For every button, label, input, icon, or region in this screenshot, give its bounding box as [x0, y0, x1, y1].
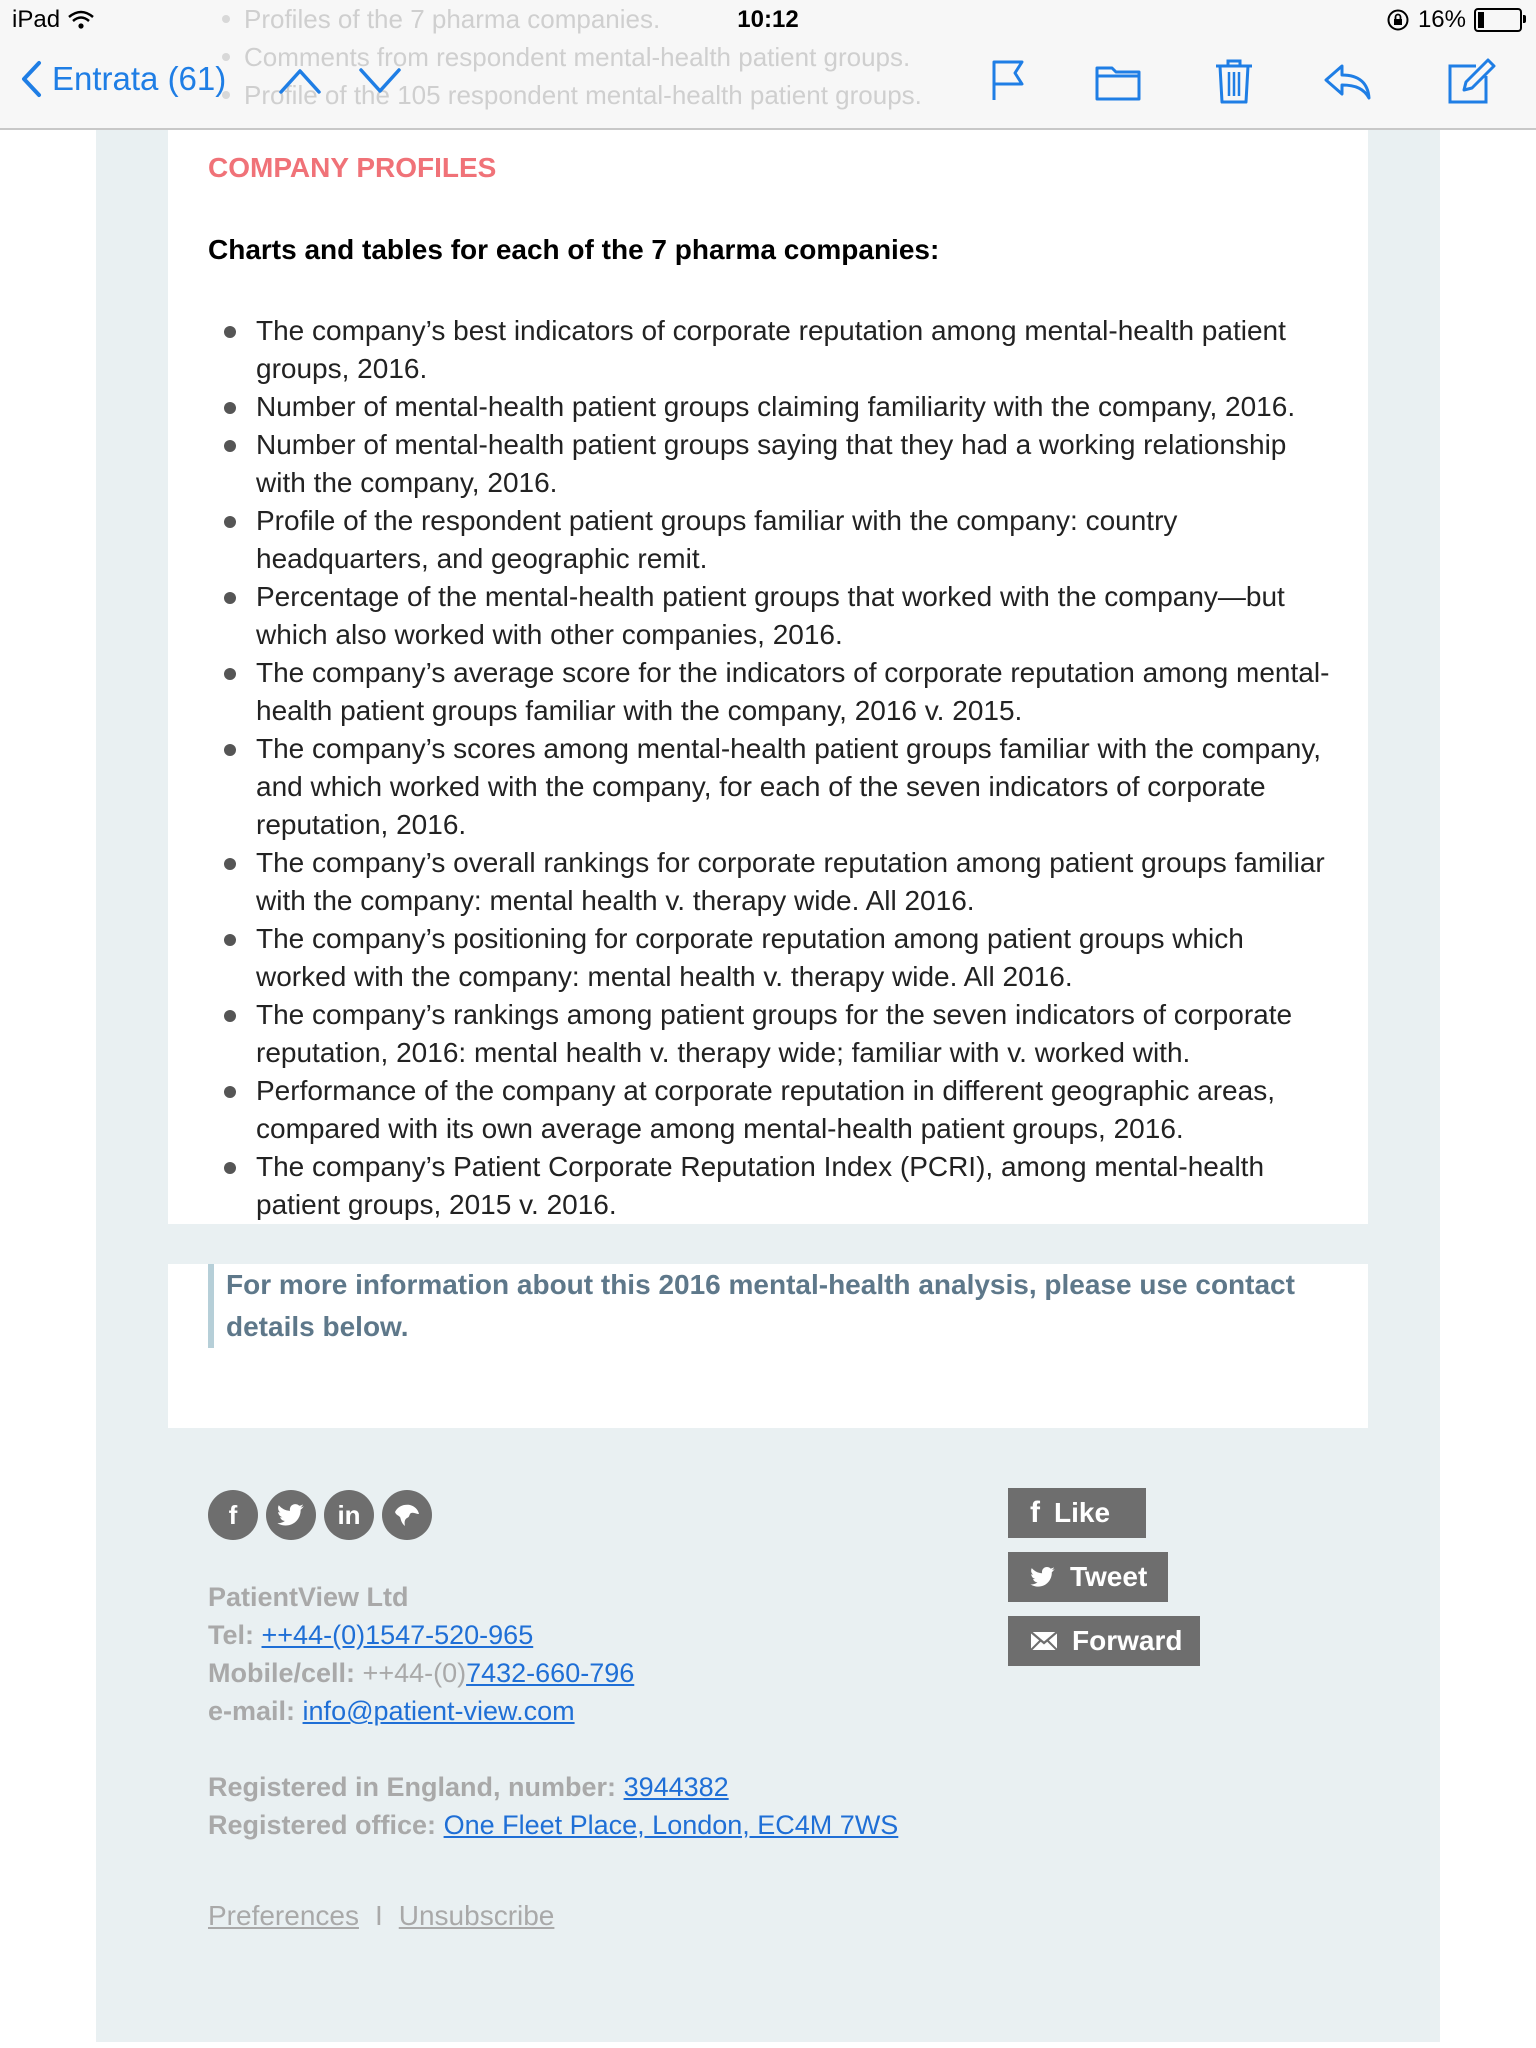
list-item: Percentage of the mental-health patient groups that worked with the company—but which also worked with other companies, 2016. [208, 578, 1338, 654]
globe-icon[interactable] [382, 1490, 432, 1540]
list-item: The company’s average score for the indicators of corporate reputation among mental-health patient groups familiar with the company, 2016 v. 2015. [208, 654, 1338, 730]
phone-line [208, 1616, 533, 1654]
subtitle: Charts and tables for each of the 7 pharma companies: [208, 234, 940, 265]
registration-line [208, 1768, 729, 1806]
move-to-folder-button[interactable] [1094, 56, 1142, 106]
mail-toolbar [0, 0, 1536, 130]
registration-number-link[interactable]: 3944382 [623, 1772, 729, 1802]
email-link[interactable]: info@patient-view.com [302, 1696, 575, 1726]
folder-icon [1094, 56, 1142, 106]
email-label: e-mail: [208, 1696, 296, 1726]
facebook-icon: f [1030, 1496, 1040, 1529]
battery-percent: 16% [1417, 6, 1466, 33]
list-item: The company’s scores among mental-health patient groups familiar with the company, and which worked with the company, for each of the seven indicators of corporate reputation, 2016. [208, 730, 1338, 844]
list-item: Number of mental-health patient groups saying that they had a working relationship with the company, 2016. [208, 426, 1338, 502]
office-label: Registered office: [208, 1810, 437, 1840]
mobile-label: Mobile/cell: [208, 1658, 356, 1688]
mobile-prefix: ++44-(0) [362, 1658, 467, 1688]
office-line [208, 1806, 898, 1844]
unsubscribe-link[interactable]: Unsubscribe [398, 1900, 555, 1931]
back-button[interactable] [20, 60, 226, 98]
list-item: The company’s positioning for corporate reputation among patient groups which worked with the company: mental health v. therapy wide. All 2016. [208, 920, 1338, 996]
reply-button[interactable] [1322, 56, 1370, 106]
flag-icon [984, 56, 1032, 106]
trash-icon [1210, 56, 1258, 106]
flag-button[interactable] [984, 56, 1032, 106]
twitter-icon [1030, 1566, 1056, 1588]
list-item: Number of mental-health patient groups claiming familiarity with the company, 2016. [208, 388, 1338, 426]
previous-message-button[interactable] [278, 66, 322, 96]
compose-icon [1446, 56, 1494, 106]
orientation-lock-icon [1386, 8, 1410, 32]
back-label: Entrata (61) [52, 60, 227, 97]
tweet-button[interactable] [1008, 1552, 1168, 1602]
footer-separator: I [374, 1900, 383, 1931]
chevron-up-icon [278, 66, 322, 96]
chevron-left-icon [20, 60, 42, 98]
list-item: Performance of the company at corporate reputation in different geographic areas, compared with its own average among mental-health patient groups, 2016. [208, 1072, 1338, 1148]
list-item: The company’s best indicators of corporate reputation among mental-health patient groups, 2016. [208, 312, 1338, 388]
social-icons [208, 1490, 432, 1540]
mobile-line [208, 1654, 634, 1692]
ghost-line: Comments from respondent mental-health patient groups. [244, 42, 911, 72]
tweet-label: Tweet [1070, 1561, 1148, 1592]
list-item: Profile of the respondent patient groups familiar with the company: country headquarters, and geographic remit. [208, 502, 1338, 578]
next-message-button[interactable] [358, 66, 402, 96]
forward-label: Forward [1072, 1625, 1183, 1656]
tel-link[interactable]: ++44-(0)1547-520-965 [261, 1620, 534, 1650]
forward-button[interactable] [1008, 1616, 1200, 1666]
registration-label: Registered in England, number: [208, 1772, 617, 1802]
like-label: Like [1054, 1497, 1111, 1528]
list-item: The company’s Patient Corporate Reputation Index (PCRI), among mental-health patient groups, 2015 v. 2016. [208, 1148, 1338, 1224]
office-address-link[interactable]: One Fleet Place, London, EC4M 7WS [443, 1810, 899, 1840]
compose-button[interactable] [1446, 56, 1494, 106]
reply-icon [1322, 56, 1370, 106]
section-title: COMPANY PROFILES [208, 152, 497, 183]
info-text: For more information about this 2016 mental-health analysis, please use contact details below. [226, 1269, 1295, 1342]
twitter-icon[interactable] [266, 1490, 316, 1540]
battery-fill [1478, 12, 1484, 28]
email-line [208, 1692, 575, 1730]
preferences-link[interactable]: Preferences [208, 1900, 359, 1931]
ghost-line: Profile of the 105 respondent mental-health patient groups. [244, 80, 922, 110]
status-right [1386, 6, 1522, 34]
mobile-link[interactable]: 7432-660-796 [466, 1658, 635, 1688]
linkedin-icon[interactable]: in [324, 1490, 374, 1540]
bullet-list [208, 312, 1338, 1224]
tel-label: Tel: [208, 1620, 254, 1650]
delete-button[interactable] [1210, 56, 1258, 106]
list-item: The company’s overall rankings for corporate reputation among patient groups familiar with the company: mental health v. therapy wide. All 2016. [208, 844, 1338, 920]
status-time: 10:12 [737, 6, 799, 33]
ghost-line: Profiles of the 7 pharma companies. [244, 4, 661, 34]
like-button[interactable] [1008, 1488, 1146, 1538]
list-item: The company’s rankings among patient groups for the seven indicators of corporate reputation, 2016: mental health v. therapy wide; familiar with v. worked with. [208, 996, 1338, 1072]
battery-icon [1474, 8, 1522, 32]
chevron-down-icon [358, 66, 402, 96]
facebook-icon[interactable]: f [208, 1490, 258, 1540]
info-accent-bar [208, 1264, 214, 1348]
envelope-icon [1030, 1631, 1058, 1651]
footer-links [208, 1900, 554, 1932]
device-label: iPad [12, 6, 61, 33]
company-name: PatientView Ltd [208, 1582, 409, 1612]
